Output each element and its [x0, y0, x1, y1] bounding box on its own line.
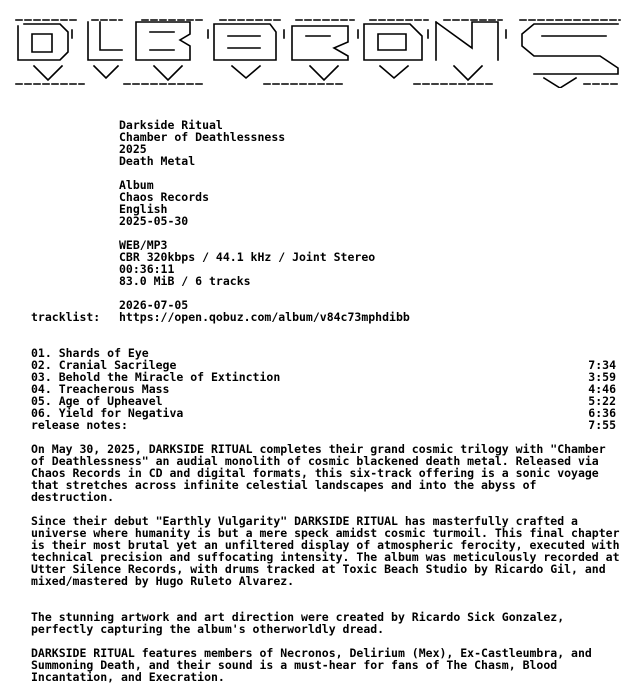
year-value: 2025 [119, 142, 147, 156]
info-type [0, 155, 154, 192]
notes-paragraph: On May 30, 2025, DARKSIDE RITUAL completes their grand cosmic trilogy with "Chamber of Deathlessness" an audial monolith of cosmic blackened death metal. Released via Chaos Records in CD and digital formats, this six-track offering is a sonic voyage that stretches across infinite celestial landscapes and into the abyss of destruction. [31, 442, 606, 504]
track-time: 3:59 [588, 370, 616, 384]
track-title: 02. Cranial Sacrilege [31, 358, 177, 372]
track-title: 04. Treacherous Mass [31, 382, 170, 396]
notes-paragraph: Since their debut "Earthly Vulgarity" DARKSIDE RITUAL has masterfully crafted a universe where humanity is but a mere speck amidst cosmic turmoil. This final chapter is their most brutal yet an unfiltered display of atmospheric ferocity, executed with technical precision and suffocating intensity. The album was meticulously recorded at Utter Silence Records, with drums tracked at Toxic Beach Studio by Ricardo Gil, and mixed/mastered by Hugo Ruleto Alvarez. [31, 514, 620, 588]
track-title: 05. Age of Upheavel [31, 394, 163, 408]
label-value: Chaos Records [119, 190, 210, 204]
track-title: 01. Shards of Eye [31, 346, 149, 360]
type-value: Album [119, 178, 154, 192]
artist-value: Darkside Ritual [119, 118, 223, 132]
sourceurl-value: https://open.qobuz.com/album/v84c73mphdibb [119, 310, 410, 324]
reldate-value: 2025-05-30 [119, 214, 189, 228]
track-time: 5:22 [588, 394, 616, 408]
track-time: 7:55 [588, 418, 616, 432]
track-time: 4:46 [588, 382, 616, 396]
info-ripdate [0, 275, 189, 312]
track-title: 03. Behold the Miracle of Extinction [31, 370, 281, 384]
info-artist [0, 95, 223, 132]
track-time: 6:36 [588, 406, 616, 420]
title-value: Chamber of Deathlessness [119, 130, 286, 144]
genre-value: Death Metal [119, 154, 196, 168]
track-time: 7:34 [588, 358, 616, 372]
notes-paragraph: DARKSIDE RITUAL features members of Necronos, Delirium (Mex), Ex-Castleumbra, and Summoning Death, and their sound is a must-hear for fans of The Chasm, Blood Incantation, and Execration. [31, 646, 592, 684]
banner-logo [14, 12, 624, 88]
quality-value: CBR 320kbps / 44.1 kHz / Joint Stereo [119, 250, 376, 264]
info-year [0, 119, 147, 156]
runtime-value: 00:36:11 [119, 262, 175, 276]
size-value: 83.0 MiB / 6 tracks [119, 274, 251, 288]
ripdate-value: 2026-07-05 [119, 298, 189, 312]
tracklist-heading: tracklist: [31, 310, 101, 324]
source-value: WEB/MP3 [119, 238, 168, 252]
language-value: English [119, 202, 168, 216]
release-notes-heading: release notes: [31, 418, 128, 432]
track-title: 06. Yield for Negativa [31, 406, 184, 420]
notes-paragraph: The stunning artwork and art direction were created by Ricardo Sick Gonzalez, perfectly capturing the album's otherworldly dread. [31, 610, 565, 636]
